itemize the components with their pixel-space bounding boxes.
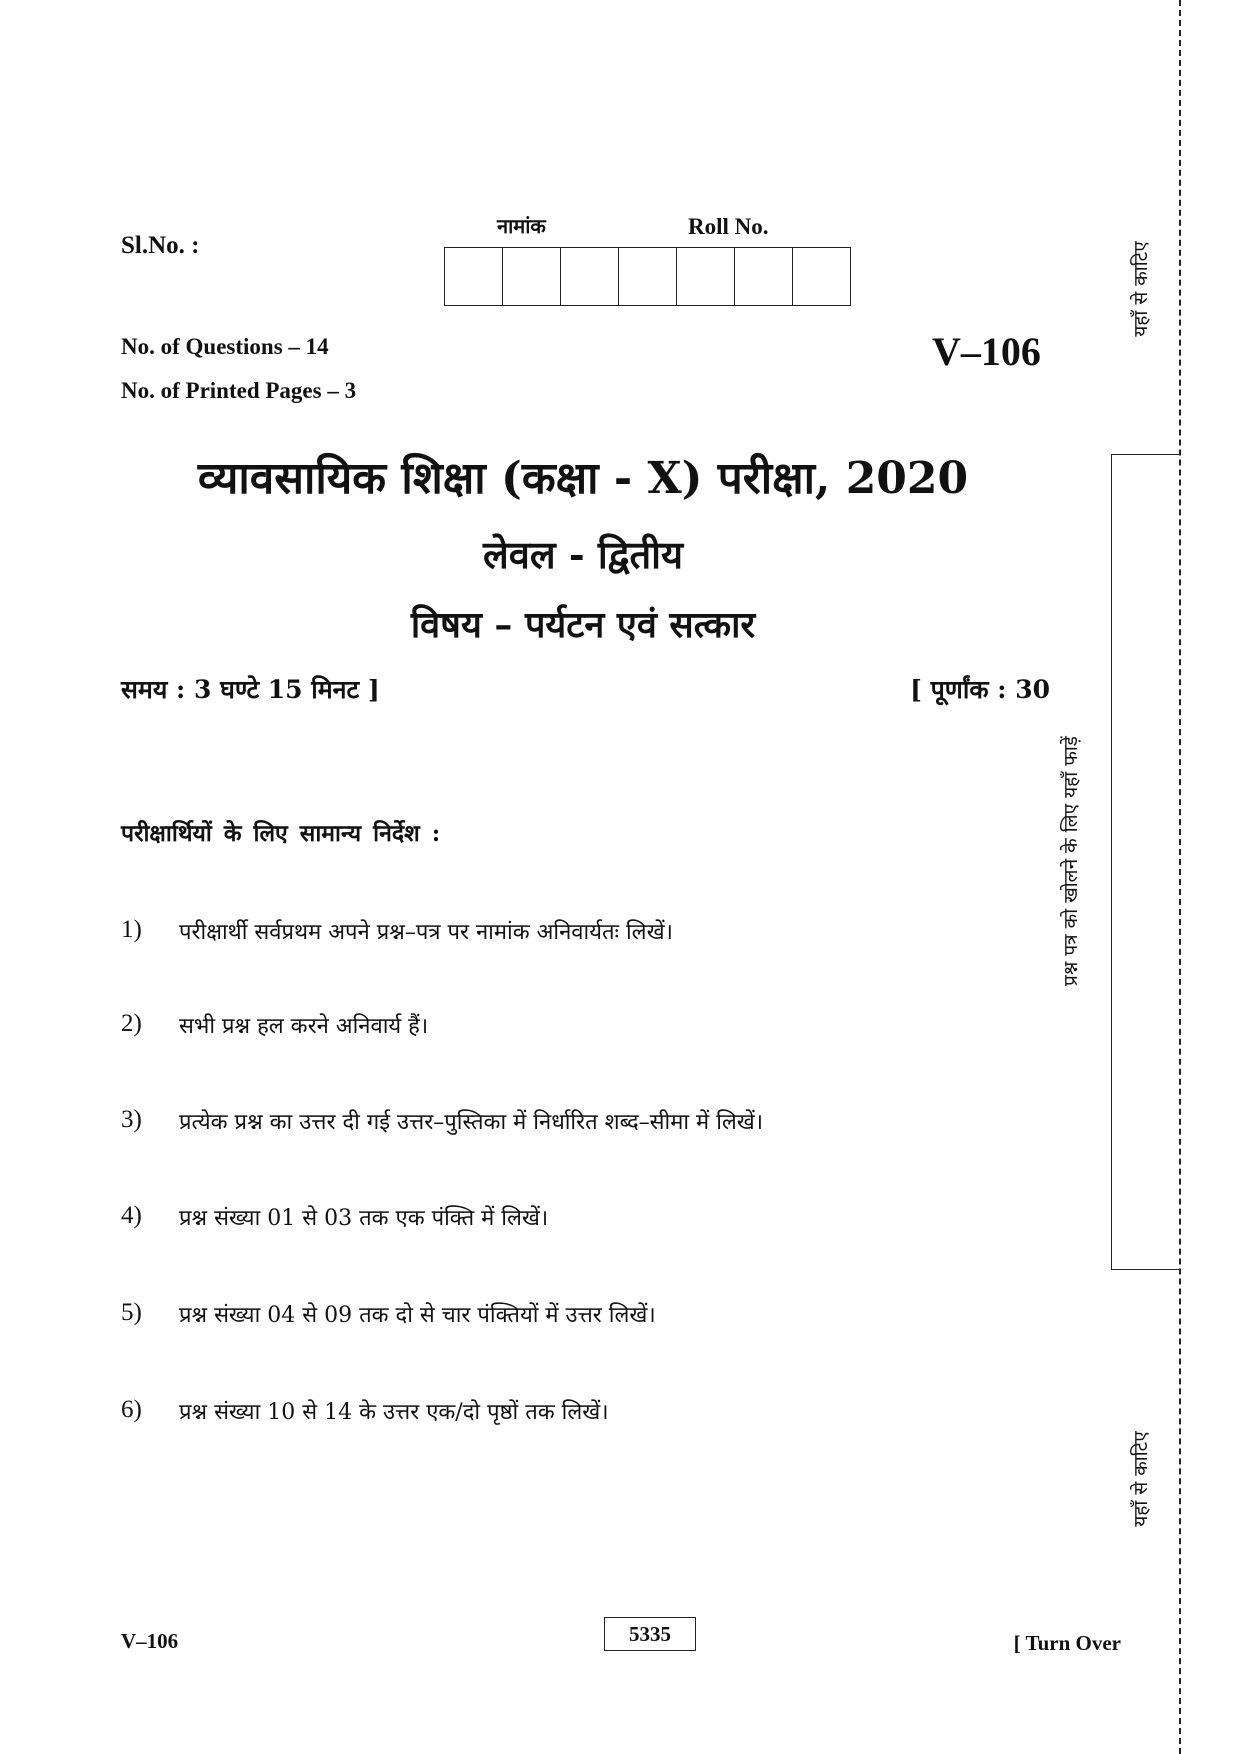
instruction-text: प्रश्न संख्या 01 से 03 तक एक पंक्ति में लिखें। bbox=[179, 1206, 549, 1231]
exam-duration: समय : 3 घण्टे 15 मिनट ] bbox=[121, 675, 380, 704]
tear-to-open-label: प्रश्न पत्र को खोलने के लिए यहाँ फाड़ें bbox=[1060, 736, 1082, 986]
footer-paper-code: V–106 bbox=[121, 1629, 179, 1653]
roll-number-label: Roll No. bbox=[688, 214, 769, 239]
tear-strip-box bbox=[1111, 454, 1180, 1270]
roll-digit-box bbox=[445, 247, 503, 306]
roll-digit-box bbox=[735, 247, 793, 306]
instructions-heading: परीक्षार्थियों के लिए सामान्य निर्देश : bbox=[121, 820, 441, 847]
roll-digit-box bbox=[793, 247, 851, 306]
instruction-text: प्रश्न संख्या 10 से 14 के उत्तर एक/दो पृष्ठों तक लिखें। bbox=[179, 1400, 609, 1425]
max-marks: [ पूर्णांक : 30 bbox=[910, 675, 1050, 704]
instruction-item bbox=[121, 1106, 763, 1136]
number-of-questions: No. of Questions – 14 bbox=[121, 334, 329, 359]
instruction-item bbox=[121, 1396, 609, 1426]
instruction-text: सभी प्रश्न हल करने अनिवार्य हैं। bbox=[179, 1014, 429, 1039]
roll-number-boxes bbox=[444, 247, 851, 306]
exam-title: व्यावसायिक शिक्षा (कक्षा - X) परीक्षा, 2020 bbox=[197, 453, 969, 504]
turn-over-label: [ Turn Over bbox=[1013, 1631, 1121, 1655]
instruction-item bbox=[121, 1202, 548, 1232]
serial-number-label: Sl.No. : bbox=[121, 232, 200, 259]
paper-code: V–106 bbox=[932, 329, 1041, 374]
roll-digit-box bbox=[503, 247, 561, 306]
instruction-item bbox=[121, 1010, 428, 1040]
exam-subject: विषय – पर्यटन एवं सत्कार bbox=[410, 604, 756, 646]
footer-number-box: 5335 bbox=[604, 1617, 696, 1651]
instruction-item bbox=[121, 916, 673, 946]
cut-here-label-top: यहाँ से काटिए bbox=[1130, 241, 1152, 337]
roll-digit-box bbox=[619, 247, 677, 306]
instruction-item bbox=[121, 1299, 656, 1329]
instruction-number: 2) bbox=[121, 1010, 142, 1037]
cut-here-label-bottom: यहाँ से काटिए bbox=[1130, 1431, 1152, 1527]
number-of-pages: No. of Printed Pages – 3 bbox=[121, 378, 357, 403]
instruction-text: परीक्षार्थी सर्वप्रथम अपने प्रश्न–पत्र पर नामांक अनिवार्यतः लिखें। bbox=[179, 920, 673, 945]
instruction-number: 1) bbox=[121, 916, 142, 943]
instruction-text: प्रश्न संख्या 04 से 09 तक दो से चार पंक्तियों में उत्तर लिखें। bbox=[179, 1303, 656, 1328]
roll-digit-box bbox=[677, 247, 735, 306]
instruction-text: प्रत्येक प्रश्न का उत्तर दी गई उत्तर–पुस्तिका में निर्धारित शब्द–सीमा में लिखें। bbox=[179, 1110, 764, 1135]
roll-number-label-hindi: नामांक bbox=[497, 214, 546, 238]
instruction-number: 6) bbox=[121, 1396, 142, 1423]
exam-level: लेवल - द्वितीय bbox=[482, 532, 684, 577]
roll-digit-box bbox=[561, 247, 619, 306]
instruction-number: 4) bbox=[121, 1202, 142, 1229]
instruction-number: 5) bbox=[121, 1299, 142, 1326]
instruction-number: 3) bbox=[121, 1106, 142, 1133]
